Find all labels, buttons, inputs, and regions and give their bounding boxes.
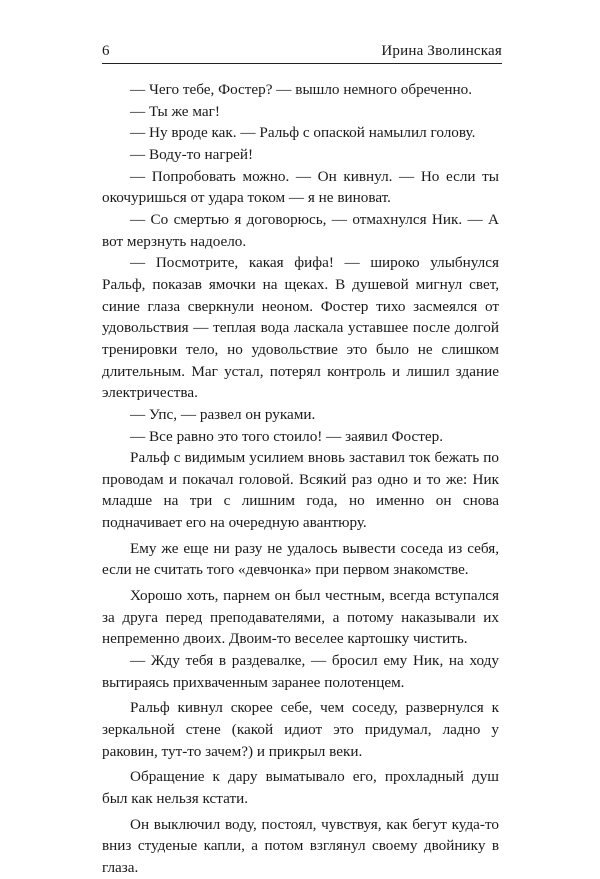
- page-header: [102, 36, 502, 60]
- paragraph: — Чего тебе, Фостер? — вышло немного обреченно.: [130, 81, 473, 98]
- paragraph: Хорошо хоть, парнем он был честным, всегда вступался за друга перед преподавателями, а потому наказывали их непременно двоих. Двоим-то веселее картошку чистить.: [102, 587, 499, 648]
- paragraph: — Со смертью я договорюсь, — отмахнулся Ник. — А вот мерзнуть надоело.: [102, 210, 499, 250]
- paragraph: — Все равно это того стоило! — заявил Фостер.: [130, 427, 444, 445]
- paragraph: — Ну вроде как. — Ральф с опаской намылил голову.: [130, 124, 476, 142]
- page-number: 6: [102, 43, 110, 59]
- paragraph: — Посмотрите, какая фифа! — широко улыбнулся Ральф, показав ямочки на щеках. В душевой мигнул свет, синие глаза сверкнули неоном. Фостер тихо засмеялся от удовольствия — теплая вода ласкала уставшее после долгой тренировки тело, но удовольствие это было не слишком длительным. Маг устал, потерял контроль и лишил здание электричества.: [102, 254, 499, 402]
- header-rule: [102, 63, 502, 64]
- paragraph: — Попробовать можно. — Он кивнул. — Но если ты окочуришься от удара током — я не виноват.: [102, 167, 499, 207]
- paragraph: Он выключил воду, постоял, чувствуя, как бегут куда-то вниз студеные капли, а потом взглянул своему двойнику в глаза.: [102, 815, 499, 876]
- paragraph: — Воду-то нагрей!: [130, 145, 254, 163]
- paragraph: Ральф с видимым усилием вновь заставил ток бежать по проводам и покачал головой. Всякий раз одно и то же: Ник младше на три с лишним года, но именно он снова подначивает его на очередную авантюру.: [102, 449, 499, 532]
- running-title-author: Ирина Зволинская: [381, 43, 502, 59]
- paragraph: Ральф кивнул скорее себе, чем соседу, развернулся к зеркальной стене (какой идиот это придумал, ладно у раковин, тут-то зачем?) и прикрыл веки.: [102, 699, 499, 760]
- paragraph: — Жду тебя в раздевалке, — бросил ему Ник, на ходу вытираясь прихваченным заранее полотенцем.: [102, 652, 499, 691]
- body-text: [102, 79, 499, 879]
- paragraph: Обращение к дару выматывало его, прохладный душ был как нельзя кстати.: [102, 768, 499, 807]
- paragraph: — Упс, — развел он руками.: [130, 405, 316, 423]
- paragraph: Ему же еще ни разу не удалось вывести соседа из себя, если не считать того «девчонка» при первом знакомстве.: [102, 539, 499, 579]
- paragraph: — Ты же маг!: [130, 102, 220, 120]
